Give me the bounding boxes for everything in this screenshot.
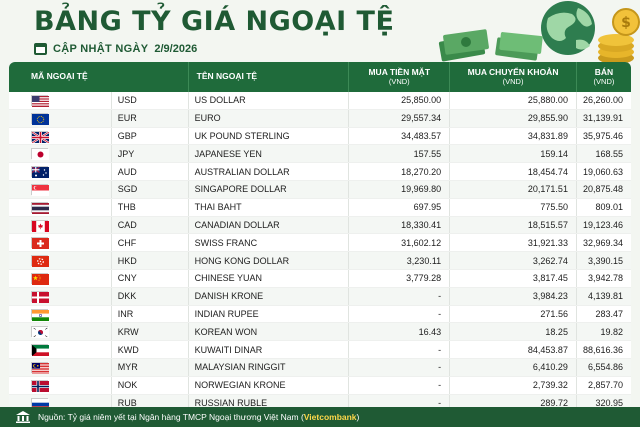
flag-cell [9,287,111,305]
rates-table-container [9,62,631,407]
currency-name: SWISS FRANC [188,234,349,252]
flag-cell [9,305,111,323]
table-row [9,269,631,287]
table-row [9,394,631,407]
rates-table-body [9,92,631,407]
sell-rate: 26,260.00 [576,92,631,109]
transfer-buy-rate: 18,515.57 [450,216,577,234]
sell-rate: 283.47 [576,305,631,323]
currency-name: CHINESE YUAN [188,269,349,287]
sell-rate: 168.55 [576,145,631,163]
currency-code: EUR [111,109,188,127]
transfer-buy-rate: 18,454.74 [450,163,577,181]
transfer-buy-rate: 3,817.45 [450,269,577,287]
currency-code: USD [111,92,188,109]
update-date-value: 2/9/2026 [154,43,198,55]
table-row [9,216,631,234]
sell-rate: 809.01 [576,198,631,216]
gold-coins-icon [598,9,639,64]
col-sell-header: BÁN (VND) [576,62,631,92]
table-row [9,305,631,323]
transfer-buy-rate: 29,855.90 [450,109,577,127]
page-title: BẢNG TỶ GIÁ NGOẠI TỆ [34,6,395,37]
cash-buy-rate: 25,850.00 [349,92,450,109]
cash-buy-rate: 34,483.57 [349,127,450,145]
ca-flag-icon [31,220,48,231]
currency-name: US DOLLAR [188,92,349,109]
transfer-buy-rate: 159.14 [450,145,577,163]
cash-buy-rate: - [349,287,450,305]
currency-name: KUWAITI DINAR [188,341,349,359]
transfer-buy-rate: 31,921.33 [450,234,577,252]
flag-cell [9,323,111,341]
currency-code: MYR [111,358,188,376]
currency-name: THAI BAHT [188,198,349,216]
transfer-buy-rate: 6,410.29 [450,358,577,376]
flag-cell [9,127,111,145]
col-transfer-header: MUA CHUYỂN KHOẢN (VND) [450,62,577,92]
table-row [9,376,631,394]
flag-cell [9,376,111,394]
col-cash-header: MUA TIỀN MẶT (VND) [349,62,450,92]
update-date [34,43,197,55]
currency-code: KWD [111,341,188,359]
cash-buy-rate: - [349,394,450,407]
currency-code: CHF [111,234,188,252]
transfer-buy-rate: 2,739.32 [450,376,577,394]
currency-name: CANADIAN DOLLAR [188,216,349,234]
col-code-header: MÃ NGOẠI TỆ [9,62,188,92]
cash-buy-rate: - [349,305,450,323]
table-row [9,234,631,252]
currency-code: SGD [111,180,188,198]
cash-buy-rate: - [349,376,450,394]
sell-rate: 2,857.70 [576,376,631,394]
flag-cell [9,198,111,216]
sell-rate: 88,616.36 [576,341,631,359]
sell-rate: 20,875.48 [576,180,631,198]
transfer-buy-rate: 34,831.89 [450,127,577,145]
sell-rate: 31,139.91 [576,109,631,127]
flag-cell [9,163,111,181]
cash-buy-rate: - [349,358,450,376]
cash-buy-rate: 16.43 [349,323,450,341]
currency-name: RUSSIAN RUBLE [188,394,349,407]
calendar-icon [34,43,47,55]
sell-rate: 19,060.63 [576,163,631,181]
currency-name: HONG KONG DOLLAR [188,252,349,270]
table-row [9,198,631,216]
cash-buy-rate: 157.55 [349,145,450,163]
ch-flag-icon [31,237,48,248]
sell-rate: 3,390.15 [576,252,631,270]
currency-name: JAPANESE YEN [188,145,349,163]
sell-rate: 320.95 [576,394,631,407]
sell-rate: 32,969.34 [576,234,631,252]
transfer-buy-rate: 25,880.00 [450,92,577,109]
flag-cell [9,145,111,163]
globe-icon [541,1,595,55]
in-flag-icon [31,309,48,320]
table-row [9,109,631,127]
col-name-header: TÊN NGOẠI TỆ [188,62,349,92]
currency-code: RUB [111,394,188,407]
sell-rate: 3,942.78 [576,269,631,287]
transfer-buy-rate: 20,171.51 [450,180,577,198]
th-flag-icon [31,202,48,213]
currency-name: UK POUND STERLING [188,127,349,145]
flag-cell [9,180,111,198]
sell-rate: 6,554.86 [576,358,631,376]
transfer-buy-rate: 18.25 [450,323,577,341]
flag-cell [9,394,111,407]
currency-name: INDIAN RUPEE [188,305,349,323]
table-row [9,92,631,109]
currency-name: NORWEGIAN KRONE [188,376,349,394]
sell-rate: 19.82 [576,323,631,341]
uk-flag-icon [31,131,48,142]
cash-buy-rate: 31,602.12 [349,234,450,252]
cash-buy-rate: 19,969.80 [349,180,450,198]
cash-buy-rate: 18,330.41 [349,216,450,234]
table-header-row [9,62,631,92]
transfer-buy-rate: 84,453.87 [450,341,577,359]
currency-code: JPY [111,145,188,163]
source-footer [0,407,640,427]
currency-code: AUD [111,163,188,181]
source-text: Nguồn: Tỷ giá niêm yết tại Ngân hàng TMCP Ngoại thương Việt Nam ( [38,412,304,422]
currency-code: HKD [111,252,188,270]
kw-flag-icon [31,344,48,355]
table-row [9,341,631,359]
transfer-buy-rate: 271.56 [450,305,577,323]
sg-flag-icon [31,184,48,195]
au-flag-icon [31,166,48,177]
source-close: ) [356,412,360,422]
my-flag-icon [31,362,48,373]
flag-cell [9,216,111,234]
transfer-buy-rate: 289.72 [450,394,577,407]
table-row [9,287,631,305]
cash-stack-icon [439,29,543,62]
currency-name: EURO [188,109,349,127]
bank-name: Vietcombank [303,412,357,422]
no-flag-icon [31,380,48,391]
currency-code: KRW [111,323,188,341]
bank-icon [16,411,30,423]
transfer-buy-rate: 775.50 [450,198,577,216]
currency-name: KOREAN WON [188,323,349,341]
flag-cell [9,109,111,127]
flag-cell [9,92,111,109]
currency-code: THB [111,198,188,216]
sell-rate: 35,975.46 [576,127,631,145]
cash-buy-rate: 18,270.20 [349,163,450,181]
table-row [9,358,631,376]
dk-flag-icon [31,291,48,302]
sell-rate: 19,123.46 [576,216,631,234]
currency-name: DANISH KRONE [188,287,349,305]
currency-name: AUSTRALIAN DOLLAR [188,163,349,181]
sell-rate: 4,139.81 [576,287,631,305]
transfer-buy-rate: 3,984.23 [450,287,577,305]
us-flag-icon [31,95,48,106]
currency-code: CNY [111,269,188,287]
update-label: CẬP NHẬT NGÀY [53,43,149,55]
cash-buy-rate: 3,779.28 [349,269,450,287]
currency-code: DKK [111,287,188,305]
transfer-buy-rate: 3,262.74 [450,252,577,270]
cash-buy-rate: 3,230.11 [349,252,450,270]
flag-cell [9,358,111,376]
cash-buy-rate: 29,557.34 [349,109,450,127]
currency-name: MALAYSIAN RINGGIT [188,358,349,376]
table-row [9,163,631,181]
currency-code: INR [111,305,188,323]
rates-table [9,62,631,407]
flag-cell [9,341,111,359]
svg-text:$: $ [621,15,631,31]
cn-flag-icon [31,273,48,284]
currency-name: SINGAPORE DOLLAR [188,180,349,198]
cash-buy-rate: 697.95 [349,198,450,216]
kr-flag-icon [31,326,48,337]
globe-money-illustration [420,0,640,66]
flag-cell [9,234,111,252]
table-row [9,127,631,145]
currency-code: GBP [111,127,188,145]
eu-flag-icon [31,113,48,124]
flag-cell [9,269,111,287]
table-row [9,252,631,270]
currency-code: NOK [111,376,188,394]
flag-cell [9,252,111,270]
table-row [9,145,631,163]
hk-flag-icon [31,255,48,266]
table-row [9,180,631,198]
table-row [9,323,631,341]
currency-code: CAD [111,216,188,234]
ru-flag-icon [31,398,48,408]
jp-flag-icon [31,148,48,159]
cash-buy-rate: - [349,341,450,359]
